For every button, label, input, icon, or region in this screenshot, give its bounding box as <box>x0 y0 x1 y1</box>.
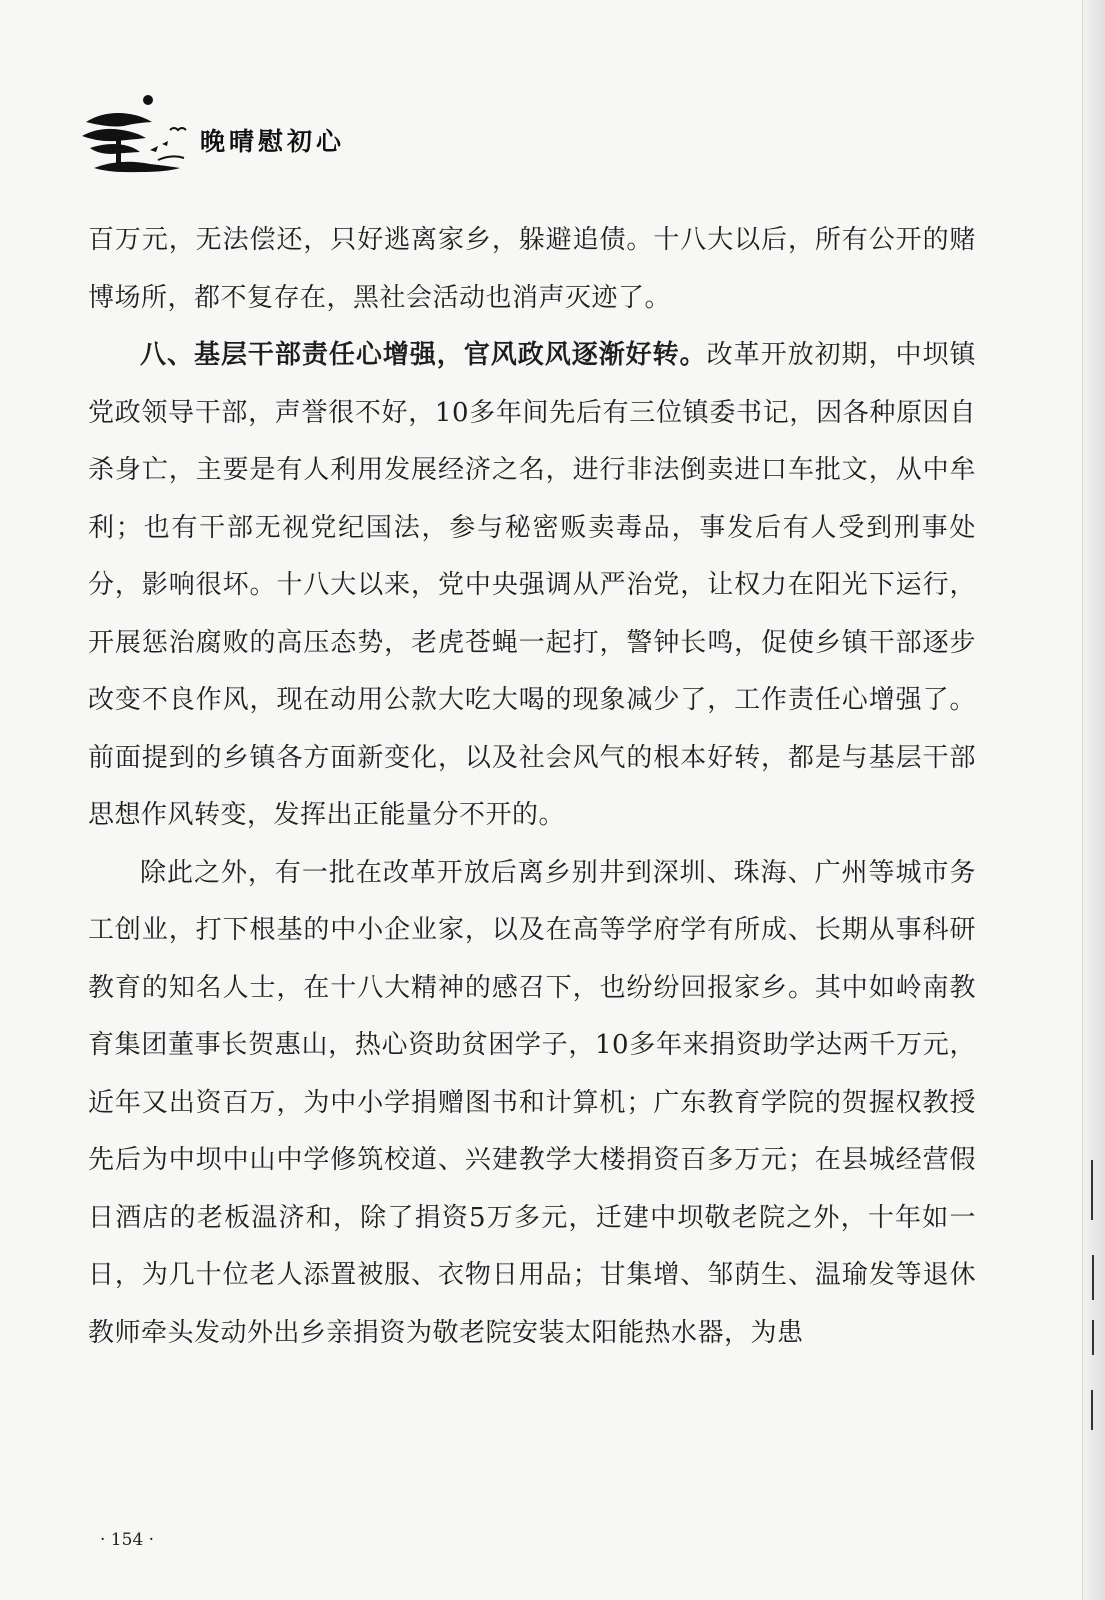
scan-mark <box>1091 1160 1093 1220</box>
paragraph-text: 除此之外，有一批在改革开放后离乡别井到深圳、珠海、广州等城市务工创业，打下根基的中小企业家，以及在高等学府学有所成、长期从事科研教育的知名人士，在十八大精神的感召下，也纷纷回报家乡。其中如岭南教育集团董事长贺惠山，热心资助贫困学子，10多年来捐资助学达两千万元，近年又出资百万，为中小学捐赠图书和计算机；广东教育学院的贺握权教授先后为中坝中山中学修筑校道、兴建教学大楼捐资百多万元；在县城经营假日酒店的老板温济和，除了捐资5万多元，迁建中坝敬老院之外，十年如一日，为几十位老人添置被服、衣物日用品；甘集增、邹荫生、温瑜发等退休教师牵头发动外出乡亲捐资为敬老院安装太阳能热水器，为患 <box>88 857 976 1348</box>
pine-tree-logo-icon <box>80 92 200 178</box>
paragraph <box>88 845 976 1363</box>
scan-mark <box>1092 1255 1094 1300</box>
paragraph <box>88 212 976 327</box>
page-body <box>88 212 976 1362</box>
scan-mark <box>1091 1390 1093 1430</box>
scan-mark <box>1092 1320 1094 1355</box>
page-number: · 154 · <box>100 1530 155 1550</box>
paragraph-text: 百万元，无法偿还，只好逃离家乡，躲避追债。十八大以后，所有公开的赌博场所，都不复存在，黑社会活动也消声灭迹了。 <box>88 225 976 313</box>
paragraph <box>88 327 976 845</box>
running-header <box>80 92 500 178</box>
section-heading: 八、基层干部责任心增强，官风政风逐渐好转。 <box>140 340 707 370</box>
header-title: 晚晴慰初心 <box>200 127 346 156</box>
paragraph-text: 改革开放初期，中坝镇党政领导干部，声誉很不好，10多年间先后有三位镇委书记，因各种原因自杀身亡，主要是有人利用发展经济之名，进行非法倒卖进口车批文，从中牟利；也有干部无视党纪国法，参与秘密贩卖毒品，事发后有人受到刑事处分，影响很坏。十八大以来，党中央强调从严治党，让权力在阳光下运行，开展惩治腐败的高压态势，老虎苍蝇一起打，警钟长鸣，促使乡镇干部逐步改变不良作风，现在动用公款大吃大喝的现象减少了，工作责任心增强了。前面提到的乡镇各方面新变化，以及社会风气的根本好转，都是与基层干部思想作风转变，发挥出正能量分不开的。 <box>88 340 976 830</box>
page-edge <box>1082 0 1105 1600</box>
